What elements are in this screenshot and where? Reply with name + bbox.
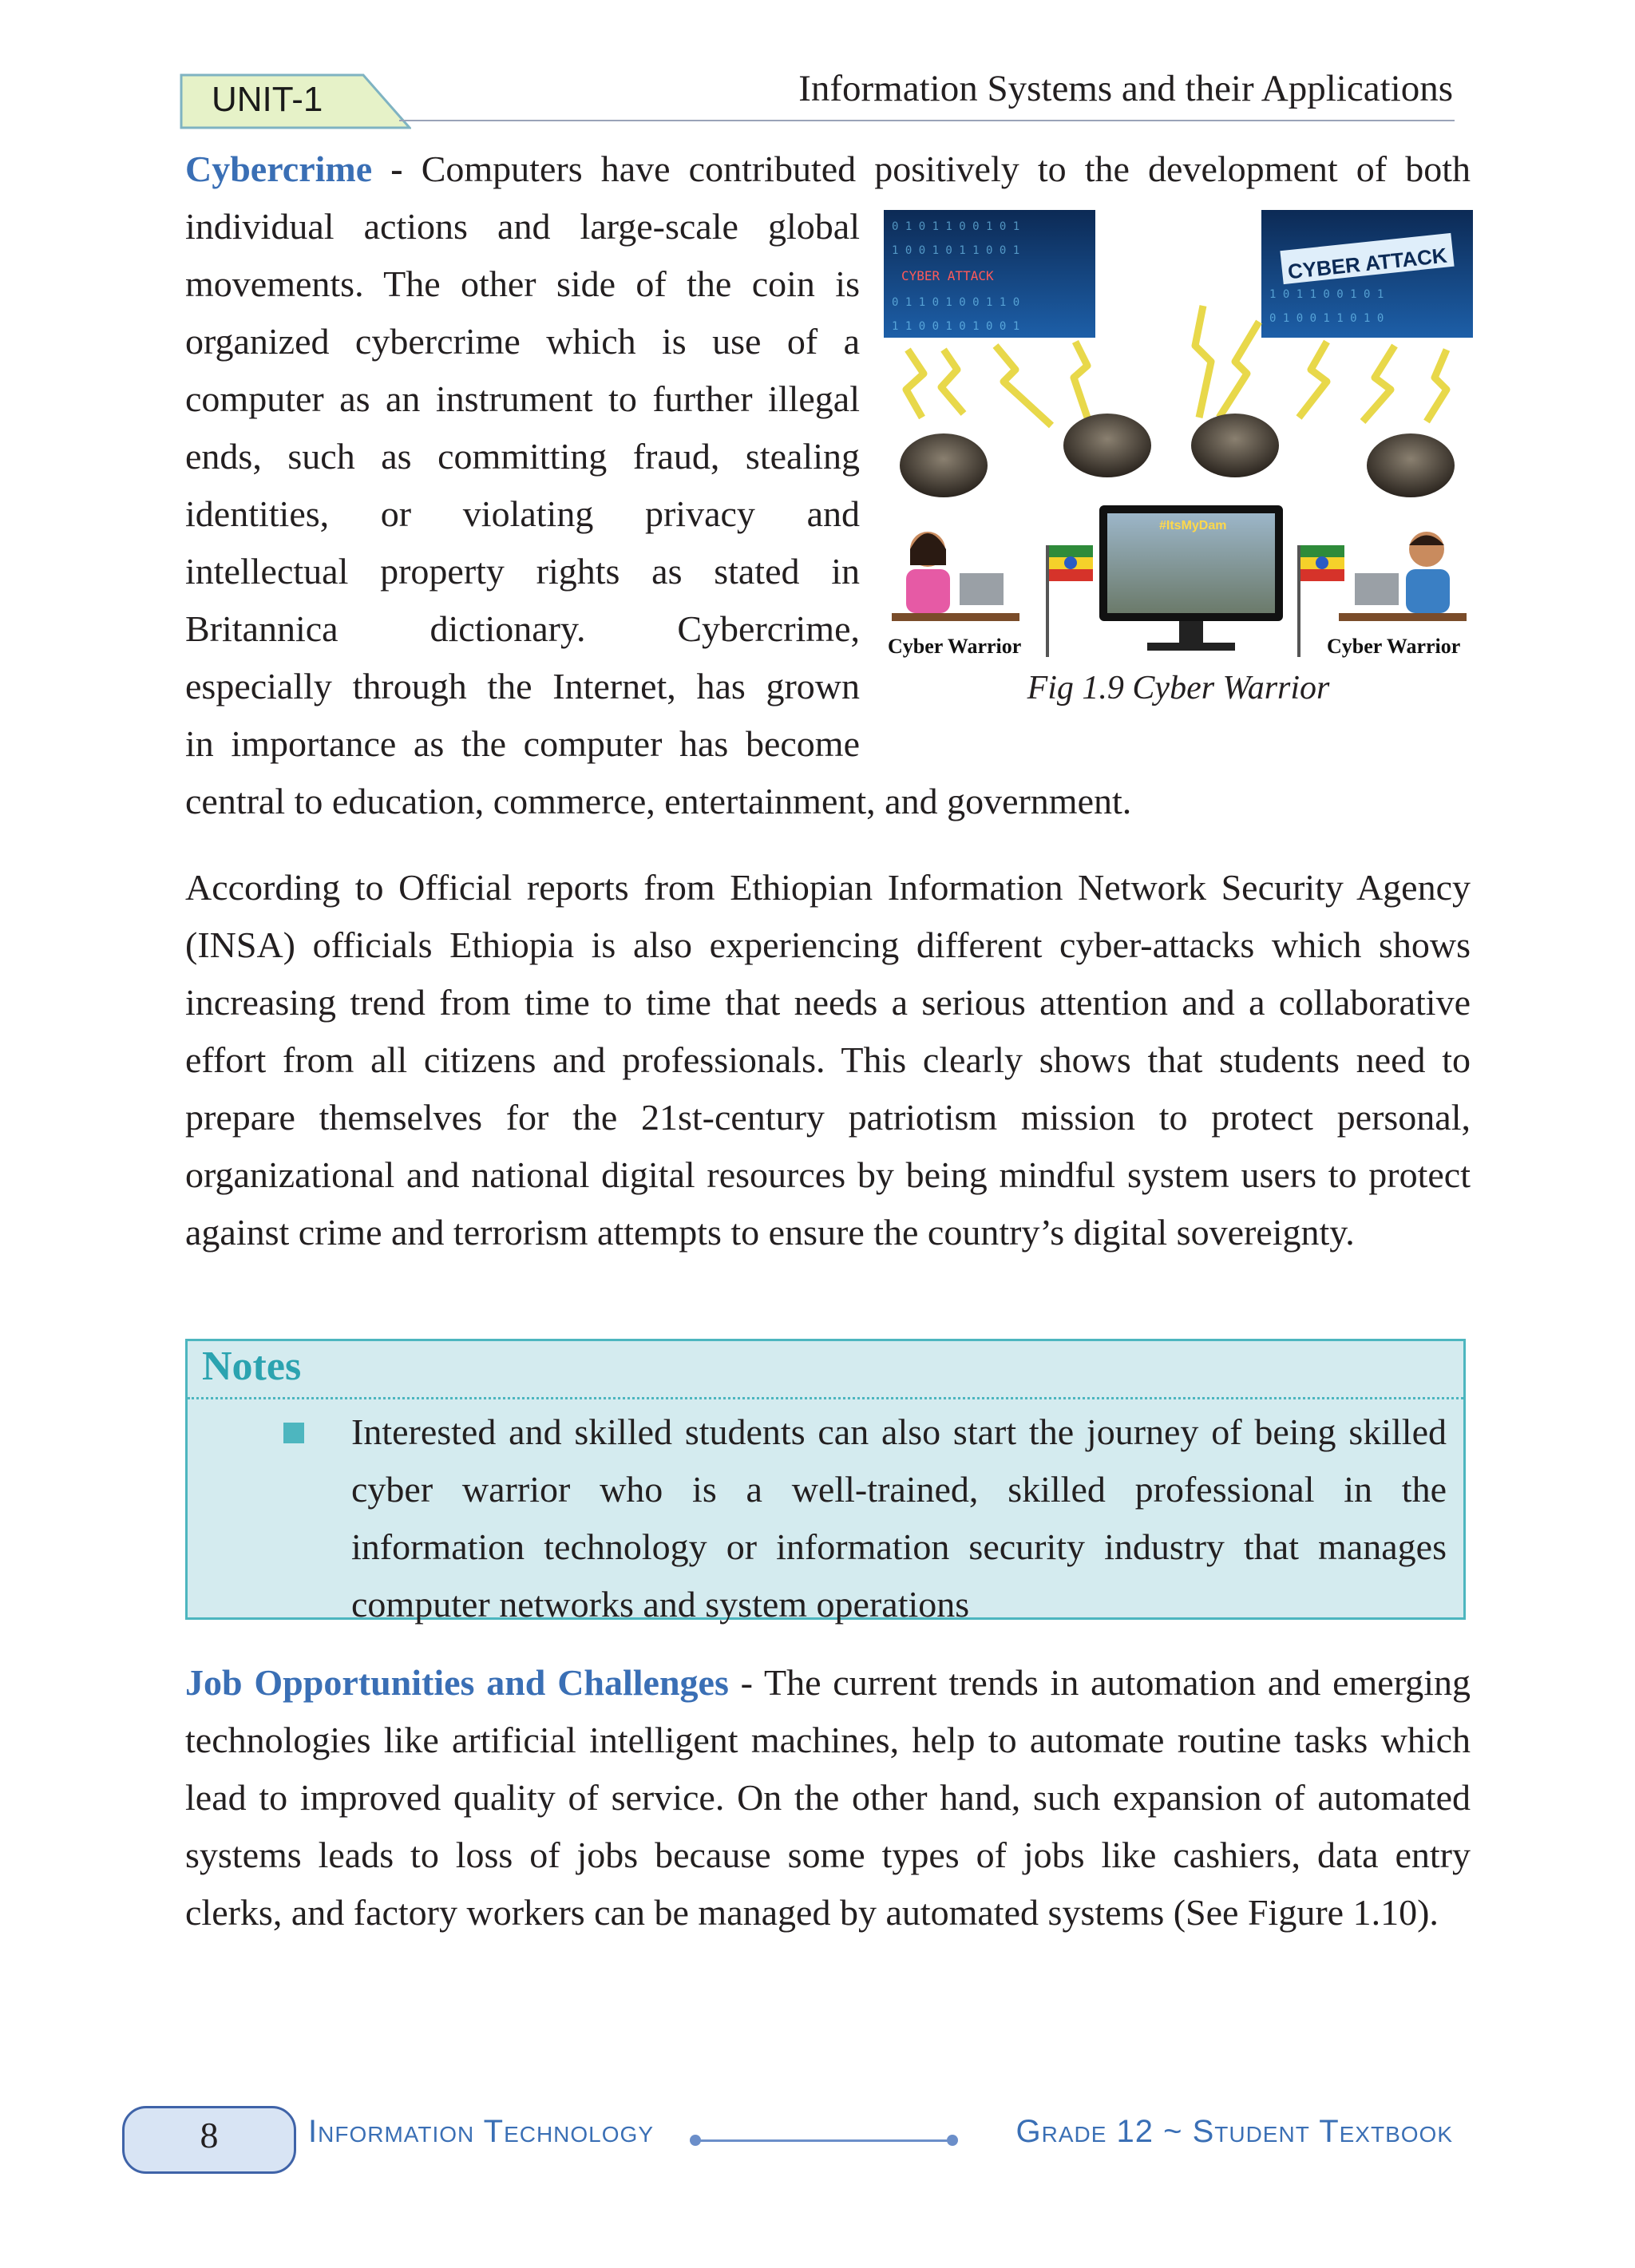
- cybercrime-dash: -: [372, 148, 422, 189]
- header-title: Information Systems and their Applications: [798, 68, 1453, 109]
- jobs-text: The current trends in automation and emerging technologies like artificial intelligent machines, help to automate routine tasks which lead to improved quality of service. On the other hand, such expansion of automated systems leads to loss of jobs because some types of jobs like cashiers, data entry clerks, and factory workers can be managed by automated systems (See Figure 1.10).: [185, 1662, 1471, 1933]
- header-rule: [399, 120, 1455, 121]
- cybercrime-wrapped-text: [185, 198, 860, 773]
- warrior-right-label: Cyber Warrior: [1327, 635, 1461, 658]
- cybercrime-line: individual actions and large-scale global: [185, 206, 860, 247]
- cybercrime-line: especially through the Internet, has grown: [185, 666, 860, 707]
- cybercrime-line: Britannica dictionary. Cybercrime,: [185, 608, 860, 649]
- footer-subject: Information Technology: [308, 2114, 654, 2149]
- cyber-warrior-illustration: [884, 210, 1473, 665]
- notes-box: [185, 1339, 1466, 1625]
- screen-tag: #ItsMyDam: [1159, 519, 1227, 532]
- svg-text:1 1 0 0 1 0 1 0 0 1: 1 1 0 0 1 0 1 0 0 1: [892, 320, 1020, 333]
- svg-text:0 1 1 0 1 0 0 1 1 0: 0 1 1 0 1 0 0 1 1 0: [892, 296, 1020, 309]
- unit-label: UNIT-1: [212, 80, 323, 119]
- attack-discs: [900, 414, 1455, 497]
- footer-line: [696, 2139, 952, 2142]
- jobs-paragraph: [185, 1654, 1471, 1941]
- cybercrime-last-line: central to education, commerce, entertainment, and government.: [185, 781, 1132, 821]
- cybercrime-line: ends, such as committing fraud, stealing: [185, 436, 860, 477]
- notes-separator: [188, 1397, 1463, 1399]
- cybercrime-line: computer as an instrument to further illegal: [185, 378, 860, 419]
- monitor-dam: [1099, 505, 1283, 651]
- svg-text:1 0 0 1 0 1 1 0 0 1: 1 0 0 1 0 1 1 0 0 1: [892, 244, 1020, 257]
- svg-text:1 0 1 1 0 0 1 0 1: 1 0 1 1 0 0 1 0 1: [1269, 288, 1384, 301]
- svg-text:0 1 0 0 1 1 0 1 0: 0 1 0 0 1 1 0 1 0: [1269, 312, 1384, 325]
- footer-dot-right: [947, 2135, 958, 2146]
- square-bullet-icon: [283, 1423, 304, 1443]
- ethiopian-flag-left: [1047, 545, 1093, 657]
- jobs-dash: -: [728, 1662, 764, 1703]
- cybercrime-line: organized cybercrime which is use of a: [185, 321, 860, 362]
- cybercrime-first-text: Computers have contributed positively to the development of both: [421, 148, 1471, 189]
- page-number: 8: [200, 2115, 219, 2155]
- cybercrime-keyword: Cybercrime: [185, 148, 373, 189]
- notes-title: Notes: [202, 1344, 302, 1389]
- cyber-warrior-right: [1327, 532, 1467, 658]
- cyber-attack-panel-left: [884, 210, 1095, 338]
- cybercrime-line: in importance as the computer has become: [185, 723, 860, 764]
- insa-paragraph: According to Official reports from Ethiopian Information Network Security Agency (INSA) officials Ethiopia is also experiencing different cyber-attacks which shows increasing trend from time to time that needs a serious attention and a collaborative effort from all citizens and professionals. This clearly shows that students need to prepare themselves for the 21st-century patriotism mission to protect personal, organizational and national digital resources by being mindful system users to protect against crime and terrorism attempts to ensure the country’s digital sovereignty.: [185, 867, 1471, 1253]
- cybercrime-line: identities, or violating privacy and: [185, 493, 860, 534]
- cybercrime-line: movements. The other side of the coin is: [185, 263, 860, 304]
- notes-bullet-text: Interested and skilled students can also start the journey of being skilled cyber warrior who is a well-trained, skilled professional in the information technology or information security industry that manages computer networks and system operations: [351, 1411, 1447, 1625]
- cybercrime-line: intellectual property rights as stated in: [185, 551, 860, 592]
- warrior-left-label: Cyber Warrior: [888, 635, 1022, 658]
- unit-tab: [180, 73, 411, 129]
- footer-grade: Grade 12 ~ Student Textbook: [1015, 2114, 1453, 2149]
- cyber-warrior-figure: [884, 210, 1473, 665]
- jobs-keyword: Job Opportunities and Challenges: [185, 1662, 729, 1703]
- cyber-warrior-left: [888, 532, 1021, 658]
- svg-text:0 1 0 1 1 0 0 1 0 1: 0 1 0 1 1 0 0 1 0 1: [892, 220, 1020, 233]
- figure-caption: Fig 1.9 Cyber Warrior: [1027, 670, 1330, 707]
- cyber-attack-panel-right: [1261, 210, 1473, 338]
- cybercrime-first-line: [185, 141, 1471, 198]
- panel-left-label: CYBER ATTACK: [901, 268, 994, 283]
- panel-right-label: CYBER ATTACK: [1286, 243, 1448, 284]
